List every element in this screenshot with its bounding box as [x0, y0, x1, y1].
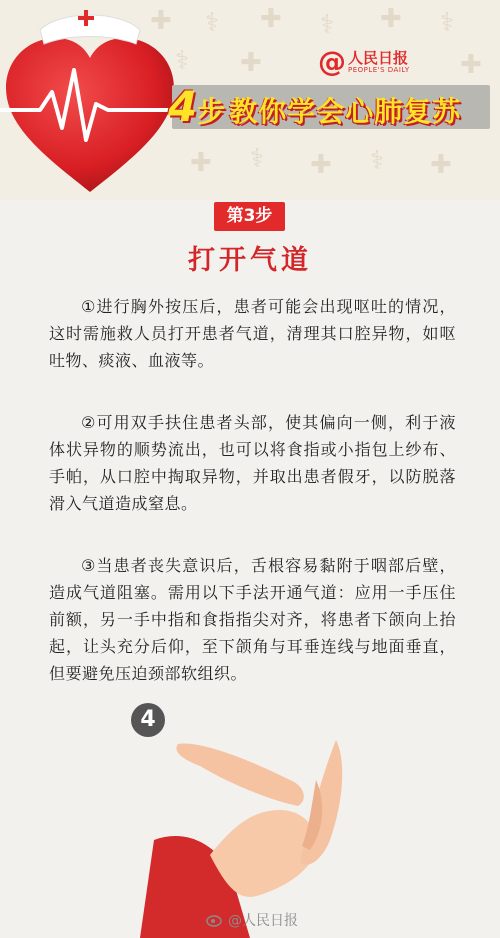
- title-number: 4: [168, 82, 198, 131]
- paragraph-3: ③当患者丧失意识后，舌根容易黏附于咽部后壁，造成气道阻塞。需用以下手法开通气道：应用一手压住前额，另一手中指和食指指尖对齐，将患者下颌向上抬起，让头充分后仰，至下颌角与耳垂连线与地面垂直，但要避免压迫颈部软组织。: [49, 556, 456, 683]
- airway-illustration: [140, 720, 380, 938]
- illustration-number-badge: 4: [131, 703, 165, 737]
- watermark: [206, 910, 298, 930]
- title-step: 步: [197, 95, 226, 128]
- brand-logo: [318, 45, 410, 78]
- paragraph-2: ②可用双手扶住患者头部，使其偏向一侧，利于液体状异物的顺势流出，也可以将食指或小指包上纱布、手帕，从口腔中掏取异物，并取出患者假牙，以防脱落滑入气道造成窒息。: [49, 413, 456, 513]
- nurse-cap-icon: [40, 10, 140, 44]
- header-banner: ✚ ⚕ ✚ ⚕ ✚ ⚕ ⚕ ✚ ✚ ✚ ⚕ ✚ ⚕ ✚ @ 人民日报 PEOPLE'S DAILY 4 步 教你学会心肺复苏: [0, 0, 500, 200]
- heart-icon: [0, 0, 180, 200]
- step-title: 打开气道: [188, 245, 312, 276]
- brand-name-en: PEOPLE'S DAILY: [348, 65, 410, 74]
- title-text: 教你学会心肺复苏: [229, 95, 462, 128]
- step-badge: 第3步: [214, 202, 285, 231]
- weibo-icon: [206, 913, 224, 927]
- paragraph-1: ①进行胸外按压后，患者可能会出现呕吐的情况，这时需施救人员打开患者气道，清理其口腔异物，如呕吐物、痰液、血液等。: [49, 297, 456, 370]
- brand-at: @: [318, 45, 346, 78]
- watermark-text: @人民日报: [228, 913, 298, 929]
- page-title: [168, 82, 461, 131]
- brand-name: 人民日报: [348, 48, 409, 67]
